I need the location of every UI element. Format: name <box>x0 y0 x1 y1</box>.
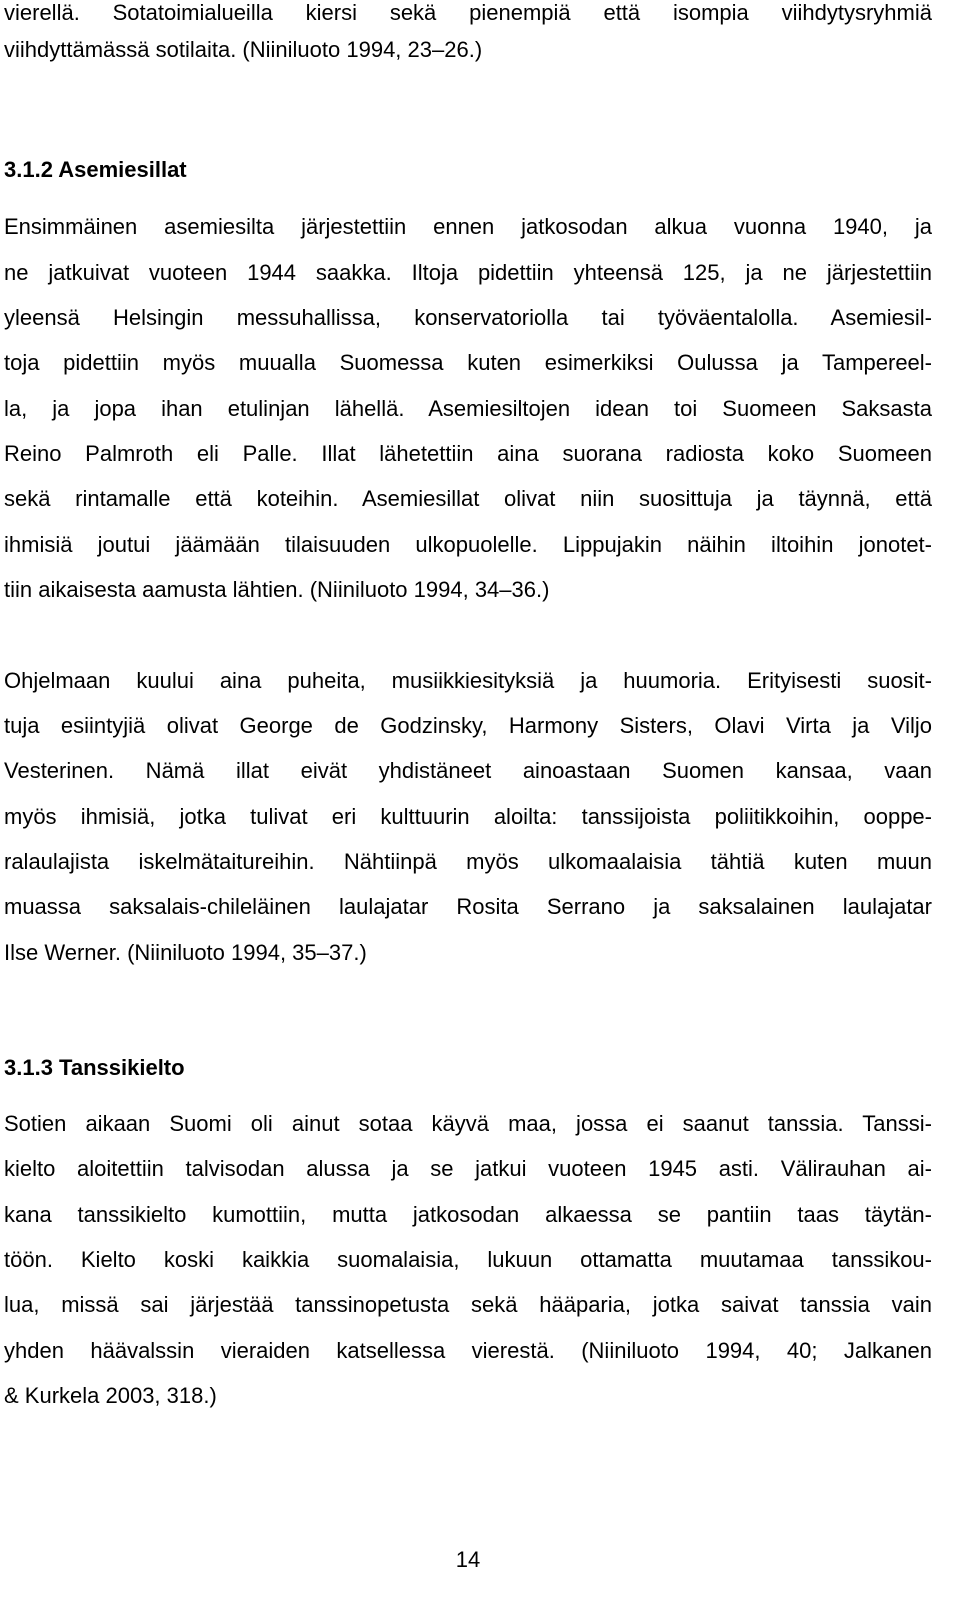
section-heading-asemiesillat: 3.1.2 Asemiesillat <box>4 157 187 182</box>
text-line: Sotien aikaan Suomi oli ainut sotaa käyvä maa, jossa ei saanut tanssia. Tanssi- <box>4 1111 932 1136</box>
text-line: viihdyttämässä sotilaita. (Niiniluoto 1994, 23–26.) <box>4 37 483 62</box>
text-line: lua, missä sai järjestää tanssinopetusta sekä hääparia, jotka saivat tanssia vain <box>4 1292 932 1317</box>
text-line: Vesterinen. Nämä illat eivät yhdistäneet ainoastaan Suomen kansaa, vaan <box>4 758 932 783</box>
text-line: yleensä Helsingin messuhallissa, konservatoriolla tai työväentalolla. Asemiesil- <box>4 305 932 330</box>
text-line: Ilse Werner. (Niiniluoto 1994, 35–37.) <box>4 940 367 965</box>
text-line: Ohjelmaan kuului aina puheita, musiikkiesityksiä ja huumoria. Erityisesti suosit- <box>4 668 932 693</box>
text-line: Ensimmäinen asemiesilta järjestettiin ennen jatkosodan alkua vuonna 1940, ja <box>4 214 932 239</box>
text-line: & Kurkela 2003, 318.) <box>4 1383 217 1408</box>
text-line: toja pidettiin myös muualla Suomessa kuten esimerkiksi Oulussa ja Tampereel- <box>4 350 932 375</box>
section-heading-tanssikielto: 3.1.3 Tanssikielto <box>4 1055 185 1080</box>
text-line: ralaulajista iskelmätaitureihin. Nähtiinpä myös ulkomaalaisia tähtiä kuten muun <box>4 849 932 874</box>
text-line: yhden häävalssin vieraiden katsellessa vierestä. (Niiniluoto 1994, 40; Jalkanen <box>4 1338 932 1363</box>
text-line: muassa saksalais-chileläinen laulajatar Rosita Serrano ja saksalainen laulajatar <box>4 894 932 919</box>
text-line: ne jatkuivat vuoteen 1944 saakka. Iltoja pidettiin yhteensä 125, ja ne järjestettiin <box>4 260 932 285</box>
text-line: Reino Palmroth eli Palle. Illat lähetettiin aina suorana radiosta koko Suomeen <box>4 441 932 466</box>
text-line: kana tanssikielto kumottiin, mutta jatkosodan alkaessa se pantiin taas täytän- <box>4 1202 932 1227</box>
text-line: vierellä. Sotatoimialueilla kiersi sekä pienempiä että isompia viihdytysryhmiä <box>4 0 932 25</box>
page-number: 14 <box>455 1547 481 1572</box>
text-line: tiin aikaisesta aamusta lähtien. (Niiniluoto 1994, 34–36.) <box>4 577 550 602</box>
text-line: la, ja jopa ihan etulinjan lähellä. Asemiesiltojen idean toi Suomeen Saksasta <box>4 396 932 421</box>
text-line: ihmisiä joutui jäämään tilaisuuden ulkopuolelle. Lippujakin näihin iltoihin jonotet- <box>4 532 932 557</box>
text-line: tuja esiintyjiä olivat George de Godzinsky, Harmony Sisters, Olavi Virta ja Viljo <box>4 713 932 738</box>
text-line: sekä rintamalle että koteihin. Asemiesillat olivat niin suosittuja ja täynnä, että <box>4 486 932 511</box>
text-line: töön. Kielto koski kaikkia suomalaisia, lukuun ottamatta muutamaa tanssikou- <box>4 1247 932 1272</box>
text-line: myös ihmisiä, jotka tulivat eri kulttuurin aloilta: tanssijoista poliitikkoihin, ooppe- <box>4 804 932 829</box>
text-line: kielto aloitettiin talvisodan alussa ja se jatkui vuoteen 1945 asti. Välirauhan ai- <box>4 1156 932 1181</box>
